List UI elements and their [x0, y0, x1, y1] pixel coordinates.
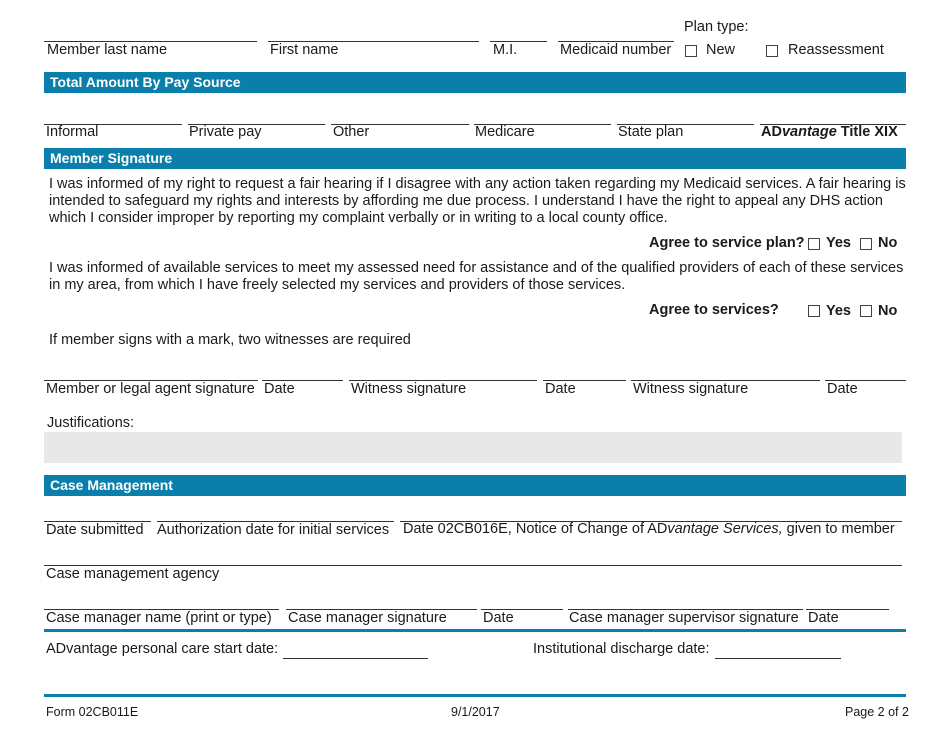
section-divider — [44, 629, 906, 632]
member-signature-label: Member or legal agent signature — [46, 381, 255, 397]
first-name-label: First name — [270, 42, 339, 58]
informal-label: Informal — [46, 124, 99, 140]
mark-witness-note: If member signs with a mark, two witnesses are required — [49, 332, 411, 348]
pay-source-header: Total Amount By Pay Source — [44, 72, 906, 93]
personal-care-start-label: ADvantage personal care start date: — [46, 641, 279, 657]
justifications-label: Justifications: — [47, 415, 135, 431]
cm-name-label: Case manager name (print or type) — [46, 610, 272, 626]
personal-care-start-field[interactable] — [283, 658, 428, 659]
member-signature-header: Member Signature — [44, 148, 906, 169]
mi-label: M.I. — [493, 42, 518, 58]
witness2-signature-label: Witness signature — [633, 381, 749, 397]
agree-services-yes-label: Yes — [826, 303, 851, 319]
other-label: Other — [333, 124, 370, 140]
cm-signature-label: Case manager signature — [288, 610, 447, 626]
agree-plan-yes-label: Yes — [826, 235, 851, 251]
page-number: Page 2 of 2 — [845, 705, 909, 719]
cm-supervisor-date-label: Date — [808, 610, 839, 626]
last-name-label: Member last name — [47, 42, 168, 58]
auth-date-label: Authorization date for initial services — [157, 522, 390, 538]
form-date: 9/1/2017 — [451, 705, 500, 719]
discharge-date-field[interactable] — [715, 658, 841, 659]
available-services-paragraph: I was informed of available services to meet my assessed need for assistance and of the qualified providers of each of these services in my area, from which I have freely selected my services and providers of those services. — [49, 260, 904, 293]
agree-plan-no-label: No — [878, 235, 898, 251]
plan-new-label: New — [706, 42, 736, 58]
witness1-date-label: Date — [545, 381, 576, 397]
agree-services-no-label: No — [878, 303, 898, 319]
date-submitted-label: Date submitted — [46, 522, 144, 538]
member-sig-date-label: Date — [264, 381, 295, 397]
fair-hearing-paragraph: I was informed of my right to request a fair hearing if I disagree with any action taken regarding my Medicaid services. A fair hearing is intended to safeguard my rights and interests by affording me due process. I understand I have the right to appeal any DHS action which I consider improper by reporting my complaint verbally or in writing to a local county office. — [49, 176, 906, 226]
agree-services-no-checkbox[interactable] — [860, 305, 872, 317]
case-management-agency-label: Case management agency — [46, 566, 220, 582]
agree-services-label: Agree to services? — [649, 302, 779, 318]
agree-services-yes-checkbox[interactable] — [808, 305, 820, 317]
agree-plan-yes-checkbox[interactable] — [808, 238, 820, 250]
cm-supervisor-signature-label: Case manager supervisor signature — [569, 610, 799, 626]
plan-type-label: Plan type: — [684, 19, 749, 35]
form-number: Form 02CB011E — [46, 705, 139, 719]
witness1-signature-label: Witness signature — [351, 381, 467, 397]
discharge-date-label: Institutional discharge date: — [533, 641, 710, 657]
medicare-label: Medicare — [475, 124, 535, 140]
plan-reassessment-label: Reassessment — [788, 42, 884, 58]
footer-rule — [44, 694, 906, 697]
plan-new-checkbox[interactable] — [685, 45, 697, 57]
private-pay-label: Private pay — [189, 124, 262, 140]
agree-service-plan-label: Agree to service plan? — [649, 235, 805, 251]
notice-date-label: Date 02CB016E, Notice of Change of ADvantage Services, given to member — [403, 521, 895, 537]
witness2-date-label: Date — [827, 381, 858, 397]
state-plan-label: State plan — [618, 124, 684, 140]
case-management-header: Case Management — [44, 475, 906, 496]
agree-plan-no-checkbox[interactable] — [860, 238, 872, 250]
medicaid-number-label: Medicaid number — [560, 42, 672, 58]
cm-date-label: Date — [483, 610, 514, 626]
advantage-title-xix-label: ADvantage Title XIX — [761, 124, 898, 140]
plan-reassessment-checkbox[interactable] — [766, 45, 778, 57]
justifications-field[interactable] — [44, 432, 902, 463]
